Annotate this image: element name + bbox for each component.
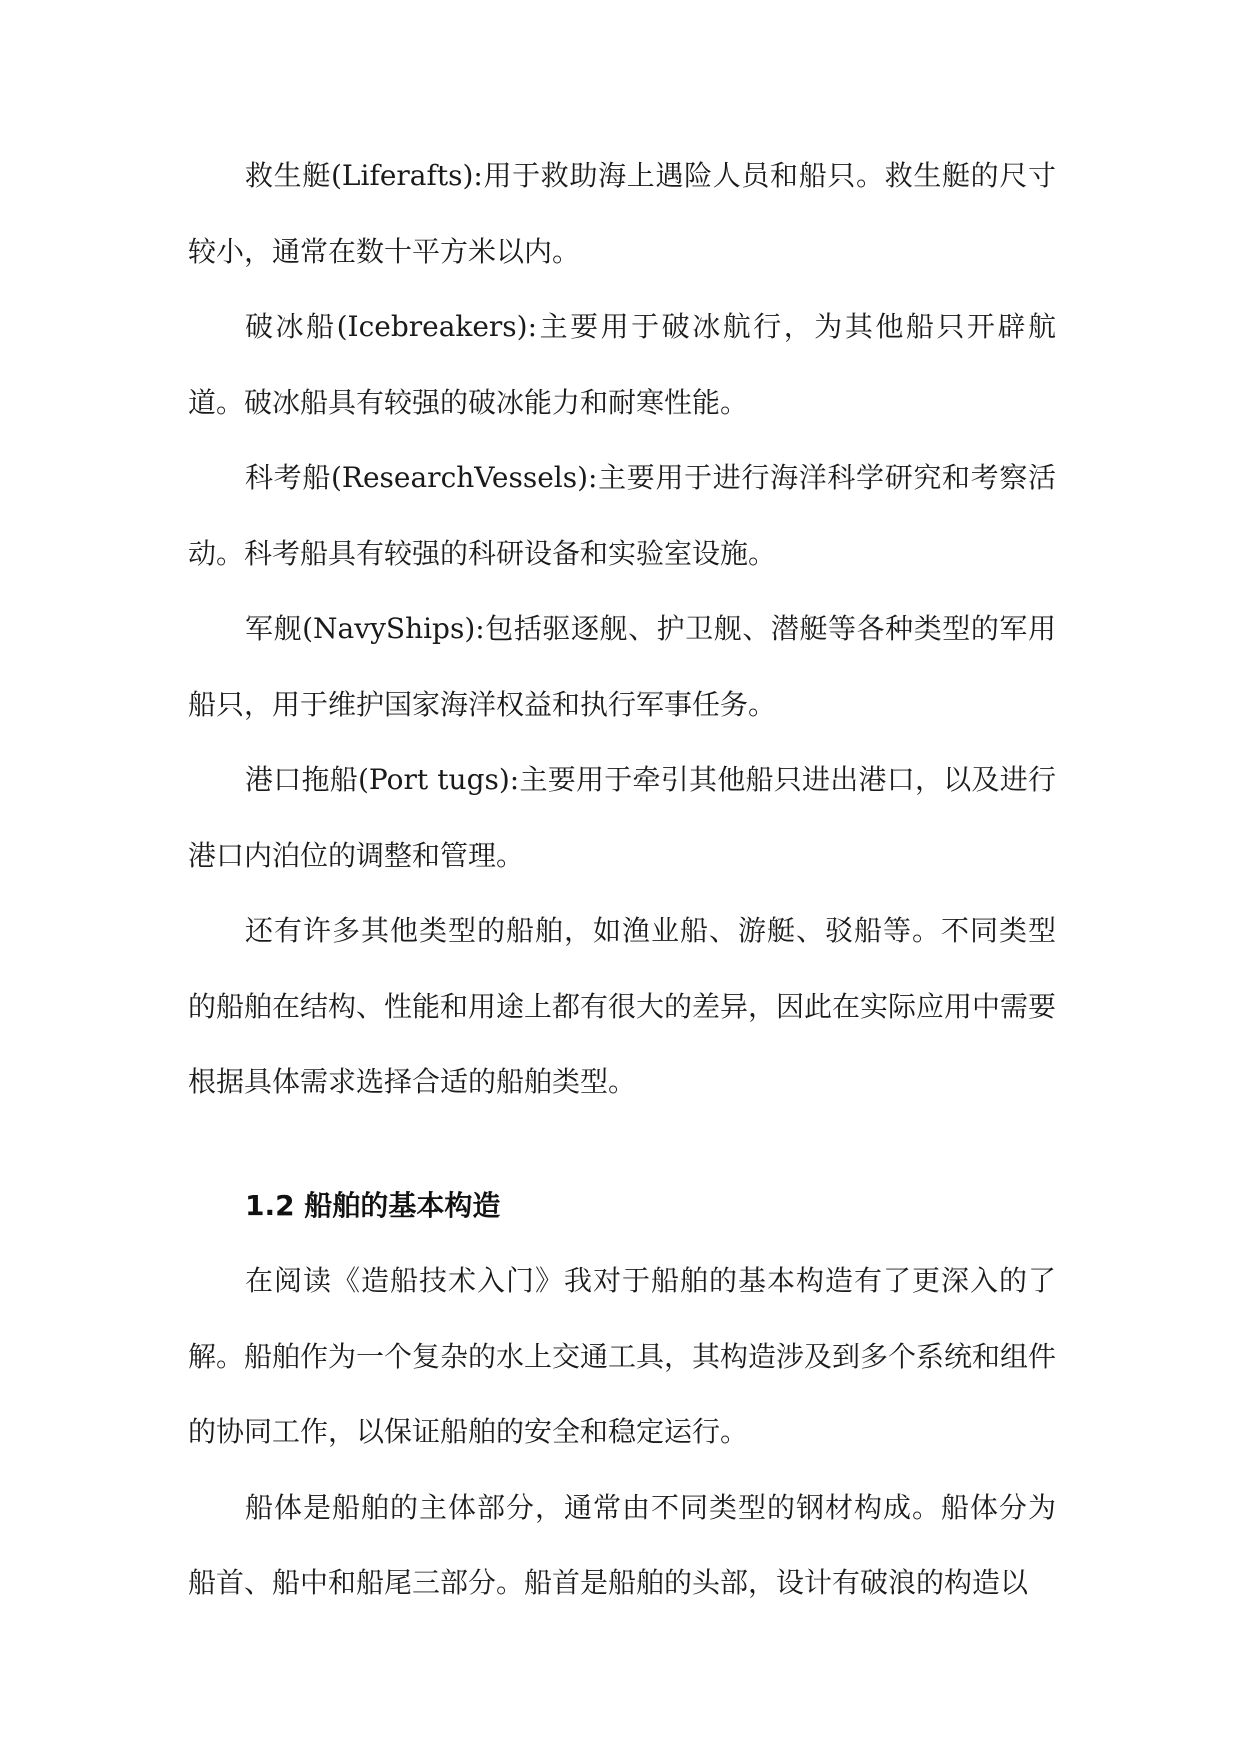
paragraph-hull: 船体是船舶的主体部分，通常由不同类型的钢材构成。船体分为船首、船中和船尾三部分。船首是船舶的头部，设计有破浪的构造以 (188, 1490, 1056, 1599)
section-heading: 1.2 船舶的基本构造 (245, 1188, 501, 1222)
paragraph-icebreakers: 破冰船(Icebreakers):主要用于破冰航行，为其他船只开辟航道。破冰船具有较强的破冰能力和耐寒性能。 (188, 310, 1056, 419)
document-body (188, 138, 1056, 1621)
paragraph-liferafts: 救生艇(Liferafts):用于救助海上遇险人员和船只。救生艇的尺寸较小，通常在数十平方米以内。 (188, 159, 1056, 268)
paragraph-basic-structure-intro: 在阅读《造船技术入门》我对于船舶的基本构造有了更深入的了解。船舶作为一个复杂的水上交通工具，其构造涉及到多个系统和组件的协同工作，以保证船舶的安全和稳定运行。 (188, 1264, 1057, 1448)
paragraph-research-vessels: 科考船(ResearchVessels):主要用于进行海洋科学研究和考察活动。科考船具有较强的科研设备和实验室设施。 (188, 461, 1056, 570)
paragraph-port-tugs: 港口拖船(Port tugs):主要用于牵引其他船只进出港口，以及进行港口内泊位的调整和管理。 (188, 763, 1056, 872)
paragraph-other-types: 还有许多其他类型的船舶，如渔业船、游艇、驳船等。不同类型的船舶在结构、性能和用途上都有很大的差异，因此在实际应用中需要根据具体需求选择合适的船舶类型。 (188, 914, 1057, 1098)
paragraph-navy-ships: 军舰(NavyShips):包括驱逐舰、护卫舰、潜艇等各种类型的军用船只，用于维护国家海洋权益和执行军事任务。 (188, 612, 1056, 721)
